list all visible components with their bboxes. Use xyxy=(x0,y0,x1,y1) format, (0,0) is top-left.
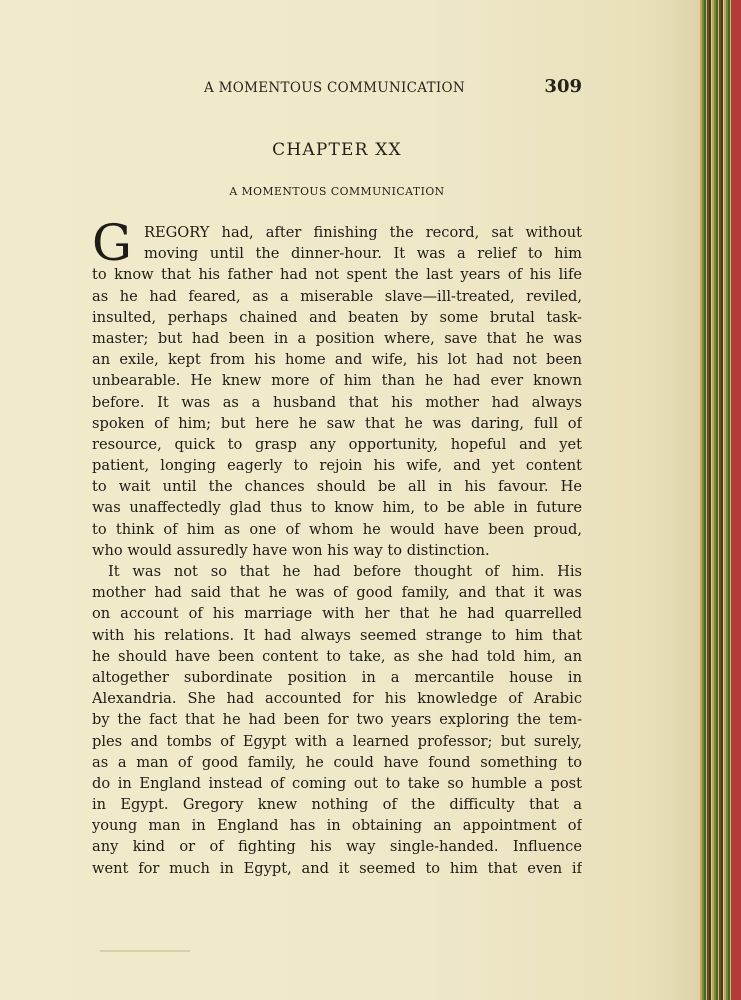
text-line: to wait until the chances should be all in his favour. He xyxy=(92,478,582,496)
text-line: unbearable. He knew more of him than he had ever known xyxy=(92,372,582,390)
text-line: went for much in Egypt, and it seemed to him that even if xyxy=(92,859,582,877)
text-line: Alexandria. She had accounted for his knowledge of Arabic xyxy=(92,690,582,708)
text-line: he should have been content to take, as she had told him, an xyxy=(92,647,582,665)
text-line: It was not so that he had before thought of him. His xyxy=(108,563,582,580)
text-line: in Egypt. Gregory knew nothing of the difficulty that a xyxy=(92,796,582,814)
page-number: 309 xyxy=(544,76,582,97)
paper-smudge xyxy=(100,950,190,952)
chapter-title: A MOMENTOUS COMMUNICATION xyxy=(229,185,445,198)
text-line: who would assuredly have won his way to distinction. xyxy=(92,541,490,559)
text-line: patient, longing eagerly to rejoin his wife, and yet content xyxy=(92,457,582,475)
text-line: any kind or of fighting his way single-handed. Influence xyxy=(92,838,582,856)
text-line: young man in England has in obtaining an appointment of xyxy=(92,817,582,835)
text-line: mother had said that he was of good family, and that it was xyxy=(92,584,582,602)
text-line: to know that his father had not spent the last years of his life xyxy=(92,266,582,284)
text-line: with his relations. It had always seemed strange to him that xyxy=(92,626,582,644)
page-edge xyxy=(700,0,741,1000)
text-line: insulted, perhaps chained and beaten by some brutal task- xyxy=(92,308,582,326)
chapter-number: CHAPTER XX xyxy=(272,140,402,160)
text-line: an exile, kept from his home and wife, his lot had not been xyxy=(92,351,582,369)
text-line: REGORY had, after finishing the record, sat without xyxy=(144,224,582,241)
text-line: altogether subordinate position in a mercantile house in xyxy=(92,668,582,686)
text-line: resource, quick to grasp any opportunity, hopeful and yet xyxy=(92,435,582,453)
drop-cap: G xyxy=(92,214,132,272)
text-line: by the fact that he had been for two years exploring the tem- xyxy=(92,711,582,729)
text-line: to think of him as one of whom he would have been proud, xyxy=(92,520,582,538)
running-head xyxy=(92,78,582,100)
text-line: before. It was as a husband that his mother had always xyxy=(92,393,582,411)
text-line: as he had feared, as a miserable slave—ill-treated, reviled, xyxy=(92,287,582,305)
running-title: A MOMENTOUS COMMUNICATION xyxy=(204,80,466,96)
text-line: moving until the dinner-hour. It was a relief to him xyxy=(144,245,582,263)
body-text xyxy=(92,214,582,879)
text-line: do in England instead of coming out to take so humble a post xyxy=(92,774,582,792)
text-line: spoken of him; but here he saw that he was daring, full of xyxy=(92,414,582,432)
text-line: master; but had been in a position where, save that he was xyxy=(92,329,582,347)
text-line: as a man of good family, he could have found something to xyxy=(92,753,582,771)
text-line: ples and tombs of Egypt with a learned professor; but surely, xyxy=(92,732,582,750)
text-line: on account of his marriage with her that he had quarrelled xyxy=(92,605,582,623)
text-line: was unaffectedly glad thus to know him, to be able in future xyxy=(92,499,582,517)
